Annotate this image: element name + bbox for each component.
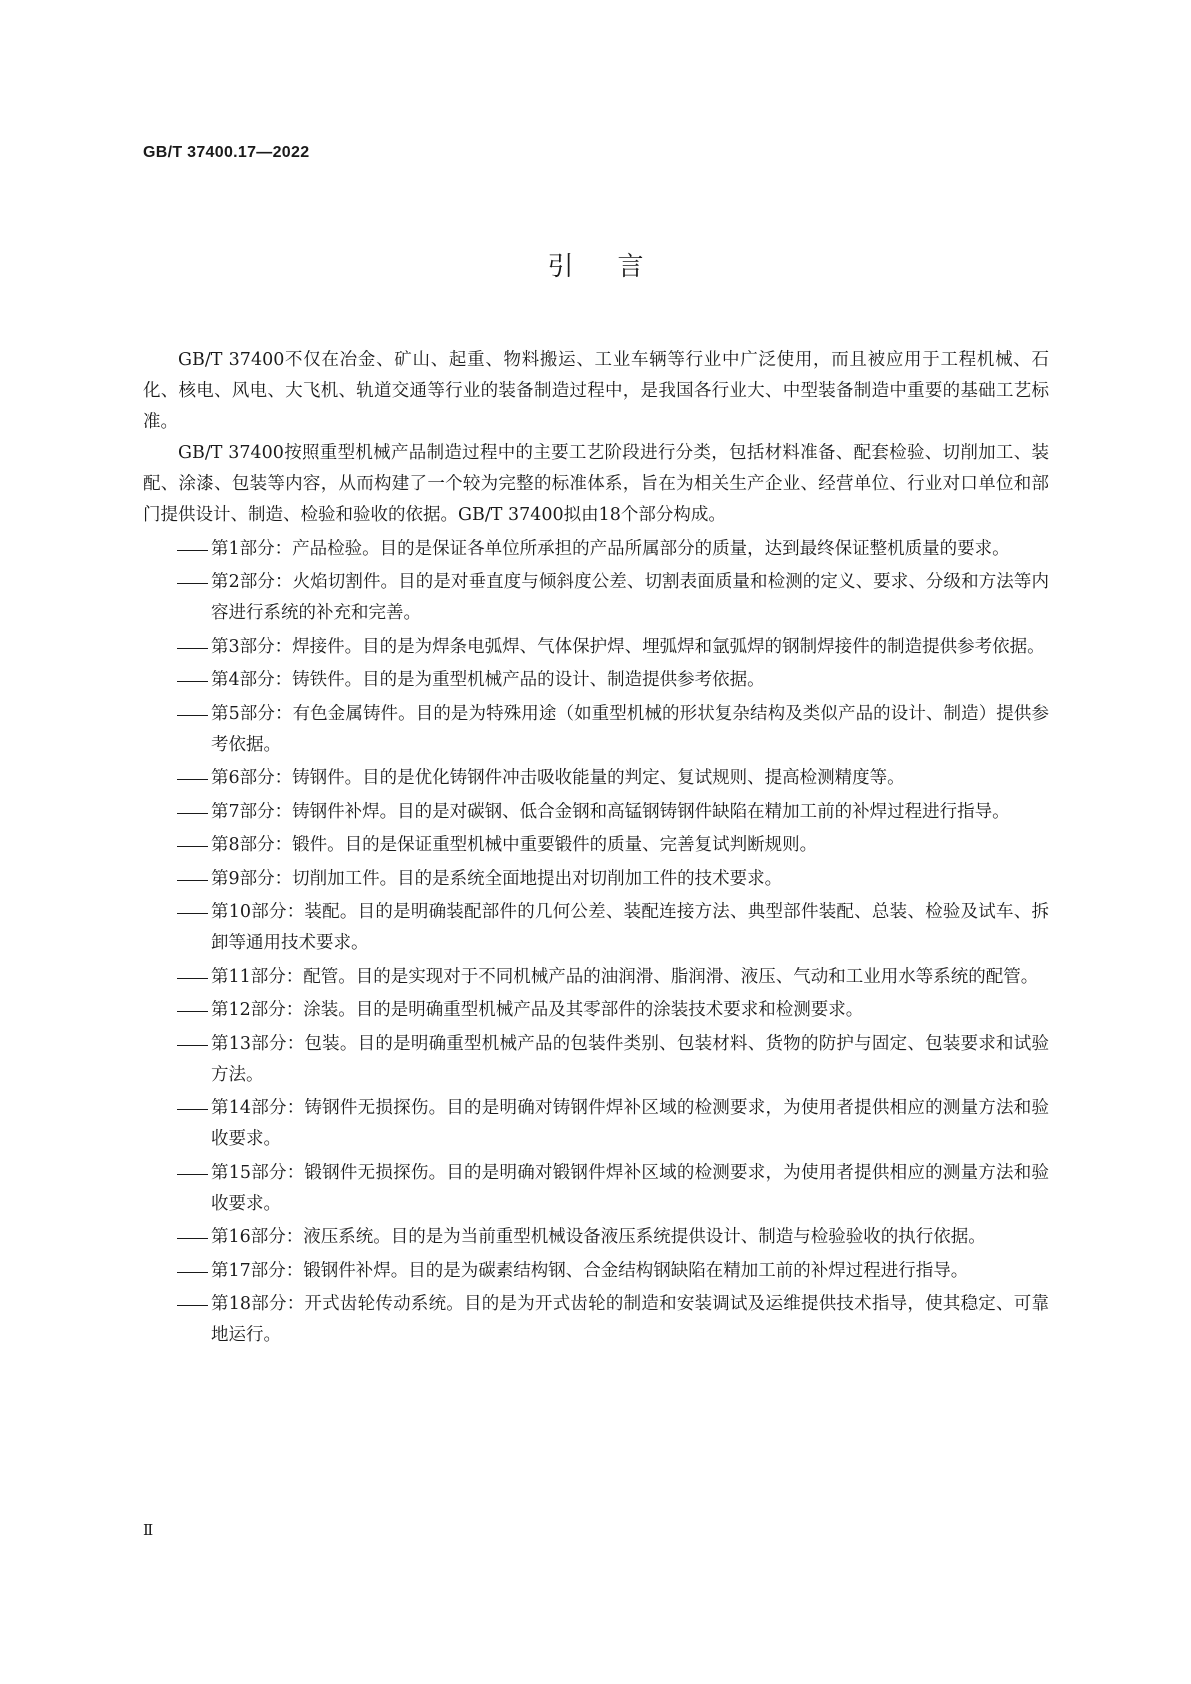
part-list-item-text: 第2部分：火焰切割件。目的是对垂直度与倾斜度公差、切割表面质量和检测的定义、要求、分级和方法等内容进行系统的补充和完善。	[211, 572, 1049, 623]
part-list-item	[143, 897, 1049, 959]
part-list-item-text: 第12部分：涂装。目的是明确重型机械产品及其零部件的涂装技术要求和检测要求。	[211, 1000, 864, 1020]
part-list-item-text: 第8部分：锻件。目的是保证重型机械中重要锻件的质量、完善复试判断规则。	[211, 835, 818, 855]
part-list-item-text: 第4部分：铸铁件。目的是为重型机械产品的设计、制造提供参考依据。	[211, 670, 765, 690]
part-list-item-text: 第6部分：铸钢件。目的是优化铸钢件冲击吸收能量的判定、复试规则、提高检测精度等。	[211, 768, 905, 788]
part-list-item-text: 第10部分：装配。目的是明确装配部件的几何公差、装配连接方法、典型部件装配、总装、检验及试车、拆卸等通用技术要求。	[211, 902, 1049, 953]
part-list-item	[143, 567, 1049, 629]
page-title: 引言	[547, 252, 688, 282]
introduction-body	[143, 345, 1049, 1351]
part-list-item	[143, 632, 1049, 663]
part-list-item	[143, 1289, 1049, 1351]
part-list-item-text: 第14部分：铸钢件无损探伤。目的是明确对铸钢件焊补区域的检测要求，为使用者提供相应的测量方法和验收要求。	[211, 1098, 1049, 1149]
part-list-item	[143, 1222, 1049, 1253]
part-list-item	[143, 962, 1049, 993]
part-list-item-text: 第5部分：有色金属铸件。目的是为特殊用途（如重型机械的形状复杂结构及类似产品的设计、制造）提供参考依据。	[211, 703, 1049, 755]
part-list-item	[143, 763, 1049, 794]
part-list-item-text: 第7部分：铸钢件补焊。目的是对碳钢、低合金钢和高锰钢铸钢件缺陷在精加工前的补焊过程进行指导。	[211, 801, 1010, 822]
part-list-item	[143, 797, 1049, 828]
part-list-item-text: 第11部分：配管。目的是实现对于不同机械产品的油润滑、脂润滑、液压、气动和工业用水等系统的配管。	[211, 966, 1039, 987]
part-list-item-text: 第3部分：焊接件。目的是为焊条电弧焊、气体保护焊、埋弧焊和氩弧焊的钢制焊接件的制造提供参考依据。	[211, 636, 1045, 657]
part-list-item-text: 第15部分：锻钢件无损探伤。目的是明确对锻钢件焊补区域的检测要求，为使用者提供相应的测量方法和验收要求。	[211, 1162, 1049, 1214]
part-list-item-text: 第9部分：切削加工件。目的是系统全面地提出对切削加工件的技术要求。	[211, 868, 783, 889]
part-list-item	[143, 1029, 1049, 1091]
part-list-item	[143, 699, 1049, 761]
part-list-item-text: 第18部分：开式齿轮传动系统。目的是为开式齿轮的制造和安装调试及运维提供技术指导，使其稳定、可靠地运行。	[211, 1294, 1049, 1345]
page-number: Ⅱ	[143, 1521, 154, 1539]
intro-paragraph: GB/T 37400按照重型机械产品制造过程中的主要工艺阶段进行分类，包括材料准备、配套检验、切削加工、装配、涂漆、包装等内容，从而构建了一个较为完整的标准体系，旨在为相关生产企业、经营单位、行业对口单位和部门提供设计、制造、检验和验收的依据。GB/T 37400拟由18个部分构成。	[143, 443, 1049, 525]
part-list-item-text: 第13部分：包装。目的是明确重型机械产品的包装件类别、包装材料、货物的防护与固定、包装要求和试验方法。	[211, 1033, 1049, 1085]
part-list-item	[143, 995, 1049, 1026]
part-list-item	[143, 830, 1049, 861]
intro-paragraph: GB/T 37400不仅在冶金、矿山、起重、物料搬运、工业车辆等行业中广泛使用，而且被应用于工程机械、石化、核电、风电、大飞机、轨道交通等行业的装备制造过程中，是我国各行业大、中型装备制造中重要的基础工艺标准。	[143, 350, 1049, 432]
document-number: GB/T 37400.17—2022	[143, 144, 310, 161]
part-list-item-text: 第16部分：液压系统。目的是为当前重型机械设备液压系统提供设计、制造与检验验收的执行依据。	[211, 1227, 986, 1247]
part-list-item-text: 第1部分：产品检验。目的是保证各单位所承担的产品所属部分的质量，达到最终保证整机质量的要求。	[211, 538, 1010, 559]
part-list-item	[143, 1093, 1049, 1155]
part-list-item	[143, 665, 1049, 696]
part-list-item	[143, 1158, 1049, 1220]
part-list-item-text: 第17部分：锻钢件补焊。目的是为碳素结构钢、合金结构钢缺陷在精加工前的补焊过程进行指导。	[211, 1260, 969, 1281]
part-list-item	[143, 864, 1049, 895]
part-list-item	[143, 1256, 1049, 1287]
part-list-item	[143, 534, 1049, 565]
